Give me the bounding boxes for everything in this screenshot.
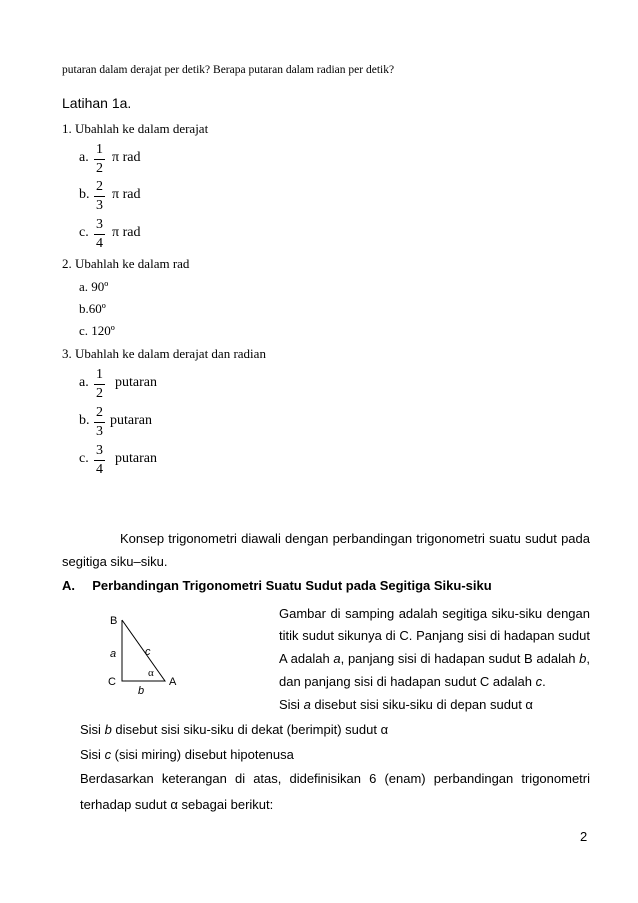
- text-segment: disebut sisi siku-siku di dekat (berimpit) sudut α: [111, 722, 389, 737]
- fraction: [94, 367, 105, 401]
- angle-alpha-label: α: [148, 667, 154, 679]
- text-segment: ,: [586, 651, 591, 666]
- question-3-text: 3. Ubahlah ke dalam derajat dan radian: [62, 346, 266, 361]
- definition-line-1: Berdasarkan keterangan di atas, didefinisikan 6 (enam) perbandingan trigonometri: [80, 771, 590, 786]
- sisi-c-line: [80, 744, 294, 766]
- fraction-bar: [94, 384, 105, 385]
- exercise-title: Latihan 1a.: [62, 95, 132, 111]
- description-line-5: [279, 694, 533, 716]
- item-label: c.: [79, 225, 89, 240]
- side-c-label: c: [145, 646, 151, 658]
- numerator: 1: [96, 142, 103, 157]
- text-segment: Sisi: [80, 747, 105, 762]
- side-b-label: b: [138, 685, 145, 697]
- text-segment: (sisi miring) disebut hipotenusa: [111, 747, 294, 762]
- question-1-text: 1. Ubahlah ke dalam derajat: [62, 121, 209, 136]
- fraction-bar: [94, 196, 105, 197]
- fraction: [94, 179, 105, 213]
- vertex-c-label: C: [108, 676, 116, 688]
- fraction: [94, 142, 105, 176]
- variable-a: a: [303, 697, 311, 712]
- section-a-heading: [62, 578, 492, 593]
- section-a-title: Perbandingan Trigonometri Suatu Sudut pada Segitiga Siku-siku: [92, 578, 492, 593]
- right-triangle-diagram: [100, 605, 200, 700]
- denominator: 4: [96, 236, 103, 251]
- item-suffix: putaran: [115, 451, 157, 466]
- fraction-bar: [94, 422, 105, 423]
- description-line-3: [279, 648, 590, 670]
- item-label: a.: [79, 375, 89, 390]
- text-segment: A adalah: [279, 651, 334, 666]
- numerator: 3: [96, 443, 103, 458]
- question-2-item-b: b.60º: [79, 301, 106, 316]
- description-line-1: Gambar di samping adalah segitiga siku-siku dengan: [279, 606, 590, 621]
- text-segment: , panjang sisi di hadapan sudut B adalah: [340, 651, 580, 666]
- text-segment: Sisi: [80, 722, 105, 737]
- text-segment: Sisi: [279, 697, 304, 712]
- denominator: 2: [96, 161, 103, 176]
- fraction-bar: [94, 159, 105, 160]
- triangle-shape: [122, 620, 165, 681]
- section-a-label: A.: [62, 578, 75, 593]
- variable-b: b: [579, 651, 587, 666]
- denominator: 2: [96, 386, 103, 401]
- item-label: b.: [79, 187, 90, 202]
- side-a-label: a: [110, 648, 117, 660]
- item-label: c.: [79, 451, 89, 466]
- text-segment: disebut sisi siku-siku di depan sudut α: [310, 697, 533, 712]
- question-2-item-c: c. 120º: [79, 323, 115, 338]
- item-suffix: π rad: [112, 150, 141, 165]
- variable-b: b: [104, 722, 112, 737]
- variable-a: a: [333, 651, 341, 666]
- numerator: 2: [96, 405, 103, 420]
- denominator: 3: [96, 198, 103, 213]
- vertex-a-label: A: [169, 676, 177, 688]
- denominator: 3: [96, 424, 103, 439]
- fraction-bar: [94, 460, 105, 461]
- fraction: [94, 405, 105, 439]
- item-label: a.: [79, 150, 89, 165]
- text-segment: .: [542, 674, 546, 689]
- item-suffix: putaran: [115, 375, 157, 390]
- numerator: 3: [96, 217, 103, 232]
- fraction: [94, 443, 105, 477]
- intro-line: putaran dalam derajat per detik? Berapa putaran dalam radian per detik?: [62, 64, 395, 76]
- fraction-bar: [94, 234, 105, 235]
- page-number: 2: [580, 829, 588, 844]
- variable-c: c: [535, 674, 543, 689]
- item-suffix: π rad: [112, 225, 141, 240]
- numerator: 1: [96, 367, 103, 382]
- text-segment: dan panjang sisi di hadapan sudut C adalah: [279, 674, 536, 689]
- concept-line-1: Konsep trigonometri diawali dengan perbandingan trigonometri suatu sudut pada: [120, 531, 590, 546]
- sisi-b-line: [80, 719, 388, 741]
- variable-c: c: [104, 747, 112, 762]
- fraction: [94, 217, 105, 251]
- question-2-text: 2. Ubahlah ke dalam rad: [62, 256, 190, 271]
- item-label: b.: [79, 413, 90, 428]
- item-suffix: π rad: [112, 187, 141, 202]
- numerator: 2: [96, 179, 103, 194]
- question-2-item-a: a. 90º: [79, 279, 109, 294]
- description-line-4: [279, 671, 546, 693]
- definition-line-2: terhadap sudut α sebagai berikut:: [80, 797, 274, 812]
- denominator: 4: [96, 462, 103, 477]
- vertex-b-label: B: [110, 615, 118, 627]
- item-suffix: putaran: [110, 413, 152, 428]
- description-line-2: titik sudut sikunya di C. Panjang sisi di hadapan sudut: [279, 628, 590, 643]
- concept-line-2: segitiga siku–siku.: [62, 554, 168, 569]
